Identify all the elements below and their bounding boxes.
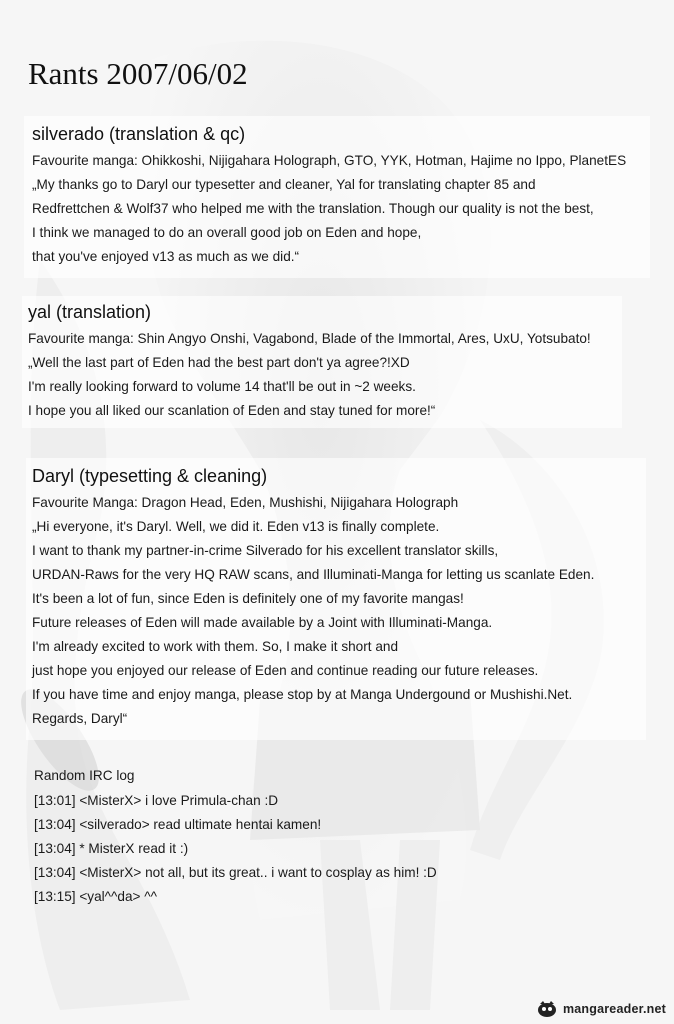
daryl-line: „Hi everyone, it's Daryl. Well, we did it. Eden v13 is finally complete. — [32, 519, 440, 534]
silverado-line: Favourite manga: Ohikkoshi, Nijigahara Holograph, GTO, YYK, Hotman, Hajime no Ippo, PlanetES — [32, 153, 627, 168]
daryl-line: URDAN-Raws for the very HQ RAW scans, and Illuminati-Manga for letting us scanlate Eden. — [32, 567, 595, 582]
irc-log-line: [13:01] <MisterX> i love Primula-chan :D — [34, 793, 279, 808]
silverado-line: „My thanks go to Daryl our typesetter and cleaner, Yal for translating chapter 85 and — [32, 177, 536, 192]
section-heading-silverado: silverado (translation & qc) — [32, 124, 246, 144]
irc-log-line: [13:15] <yal^^da> ^^ — [34, 889, 158, 904]
daryl-line: If you have time and enjoy manga, please stop by at Manga Undergound or Mushishi.Net. — [32, 687, 573, 702]
silverado-line: that you've enjoyed v13 as much as we did.“ — [32, 249, 300, 264]
section-heading-daryl: Daryl (typesetting & cleaning) — [32, 466, 268, 486]
manga-mascot-icon — [535, 1000, 559, 1018]
daryl-line: It's been a lot of fun, since Eden is definitely one of my favorite mangas! — [32, 591, 464, 606]
daryl-line: just hope you enjoyed our release of Eden and continue reading our future releases. — [32, 663, 539, 678]
irc-log-line: [13:04] <MisterX> not all, but its great.. i want to cosplay as him! :D — [34, 865, 437, 880]
yal-line: Favourite manga: Shin Angyo Onshi, Vagabond, Blade of the Immortal, Ares, UxU, Yotsubato! — [28, 331, 591, 346]
yal-line: „Well the last part of Eden had the best part don't ya agree?!XD — [28, 355, 410, 370]
silverado-line: I think we managed to do an overall good job on Eden and hope, — [32, 225, 422, 240]
daryl-line: I want to thank my partner-in-crime Silverado for his excellent translator skills, — [32, 543, 499, 558]
section-heading-yal: yal (translation) — [28, 302, 152, 322]
irc-log-line: [13:04] * MisterX read it :) — [34, 841, 189, 856]
irc-log-heading: Random IRC log — [34, 768, 135, 783]
page-title: Rants 2007/06/02 — [28, 56, 248, 91]
site-brand-text: mangareader.net — [562, 1002, 666, 1016]
daryl-line: Favourite Manga: Dragon Head, Eden, Mushishi, Nijigahara Holograph — [32, 495, 459, 510]
daryl-line: Regards, Daryl“ — [32, 711, 128, 726]
yal-line: I'm really looking forward to volume 14 that'll be out in ~2 weeks. — [28, 379, 416, 394]
irc-log-line: [13:04] <silverado> read ultimate hentai kamen! — [34, 817, 322, 832]
daryl-line: I'm already excited to work with them. So, I make it short and — [32, 639, 399, 654]
site-watermark — [535, 1000, 666, 1018]
yal-line: I hope you all liked our scanlation of Eden and stay tuned for more!“ — [28, 403, 436, 418]
daryl-line: Future releases of Eden will made available by a Joint with Illuminati-Manga. — [32, 615, 493, 630]
silverado-line: Redfrettchen & Wolf37 who helped me with the translation. Though our quality is not the best, — [32, 201, 594, 216]
